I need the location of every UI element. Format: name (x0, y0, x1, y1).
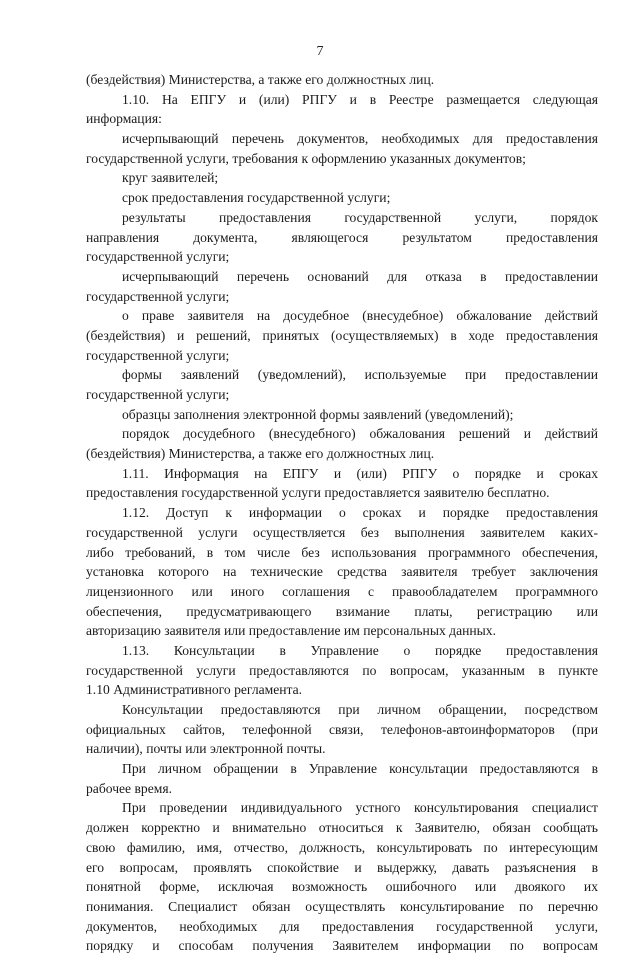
text-line: лицензионного или иного соглашения с правообладателем программного (86, 583, 598, 599)
text-line: 1.11. Информация на ЕПГУ и (или) РПГУ о порядке и сроках (122, 465, 598, 481)
text-line: образцы заполнения электронной формы заявлений (уведомлений); (122, 406, 514, 422)
text-line: 1.13. Консультации в Управление о порядке предоставления (122, 642, 598, 658)
text-line: государственной услуги предоставляются по вопросам, указанным в пункте (86, 662, 598, 678)
text-line: авторизацию заявителя или предоставление им персональных данных. (86, 623, 496, 639)
text-line: государственной услуги; (86, 288, 230, 304)
text-line: государственной услуги осуществляется без выполнения заявителем каких- (86, 524, 598, 540)
text-line: (бездействия) Министерства, а также его должностных лиц. (86, 72, 435, 87)
text-line: (бездействия) Министерства, а также его должностных лиц. (86, 446, 435, 462)
text-line: понимания. Специалист обязан осуществлять консультирование по перечню (86, 898, 598, 914)
body-text (86, 70, 598, 956)
text-line: Консультации предоставляются при личном обращении, посредством (122, 702, 598, 717)
text-line: исчерпывающий перечень документов, необходимых для предоставления (122, 131, 598, 147)
text-line: При личном обращении в Управление консультации предоставляются в (122, 761, 598, 777)
text-line: государственной услуги; (86, 387, 230, 402)
text-line: порядок досудебного (внесудебного) обжалования решений и действий (122, 426, 598, 442)
text-line: результаты предоставления государственной услуги, порядок (122, 209, 598, 225)
text-line: наличии), почты или электронной почты. (86, 741, 326, 757)
text-line: 1.10 Административного регламента. (86, 682, 303, 698)
text-line: установка которого на технические средства заявителя требует заключения (86, 564, 598, 580)
text-line: направления документа, являющегося результатом предоставления (86, 229, 598, 245)
text-line: либо требований, в том числе без использования программного обеспечения, (86, 544, 598, 560)
text-line: порядку и способам получения Заявителем информации по вопросам (86, 938, 598, 954)
text-line: документов, необходимых для предоставления государственной услуги, (86, 918, 598, 934)
text-line: обеспечения, предусматривающего взимание платы, регистрацию или (86, 603, 598, 619)
text-line: предоставления государственной услуги предоставляется заявителю бесплатно. (86, 485, 550, 501)
text-line: официальных сайтов, телефонной связи, телефонов-автоинформаторов (при (86, 721, 598, 737)
text-line: свою фамилию, имя, отчество, должность, консультировать по интересующим (86, 839, 598, 855)
page-number: 7 (316, 44, 324, 59)
text-line: государственной услуги; (86, 347, 230, 363)
text-line: исчерпывающий перечень оснований для отказа в предоставлении (122, 268, 598, 284)
text-line: 1.10. На ЕПГУ и (или) РПГУ и в Реестре размещается следующая (122, 91, 598, 107)
text-line: о праве заявителя на досудебное (внесудебное) обжалование действий (122, 308, 598, 324)
text-line: понятной форме, исключая возможность ошибочного или двоякого их (86, 879, 598, 895)
text-line: 1.12. Доступ к информации о сроках и порядке предоставления (122, 505, 598, 521)
text-line: его вопросам, проявлять спокойствие и выдержку, давать разъяснения в (86, 859, 598, 875)
text-line: круг заявителей; (122, 170, 219, 186)
text-line: формы заявлений (уведомлений), используемые при предоставлении (122, 367, 598, 383)
text-line: должен корректно и внимательно относиться к Заявителю, обязан сообщать (86, 820, 598, 836)
text-line: государственной услуги; (86, 249, 230, 265)
text-line: рабочее время. (86, 780, 172, 796)
text-line: информация: (86, 111, 162, 127)
text-line: срок предоставления государственной услуги; (122, 190, 391, 206)
text-line: (бездействия) и решений, принятых (осуществляемых) в ходе предоставления (86, 327, 598, 343)
text-line: При проведении индивидуального устного консультирования специалист (122, 800, 598, 816)
text-line: государственной услуги, требования к оформлению указанных документов; (86, 150, 526, 166)
